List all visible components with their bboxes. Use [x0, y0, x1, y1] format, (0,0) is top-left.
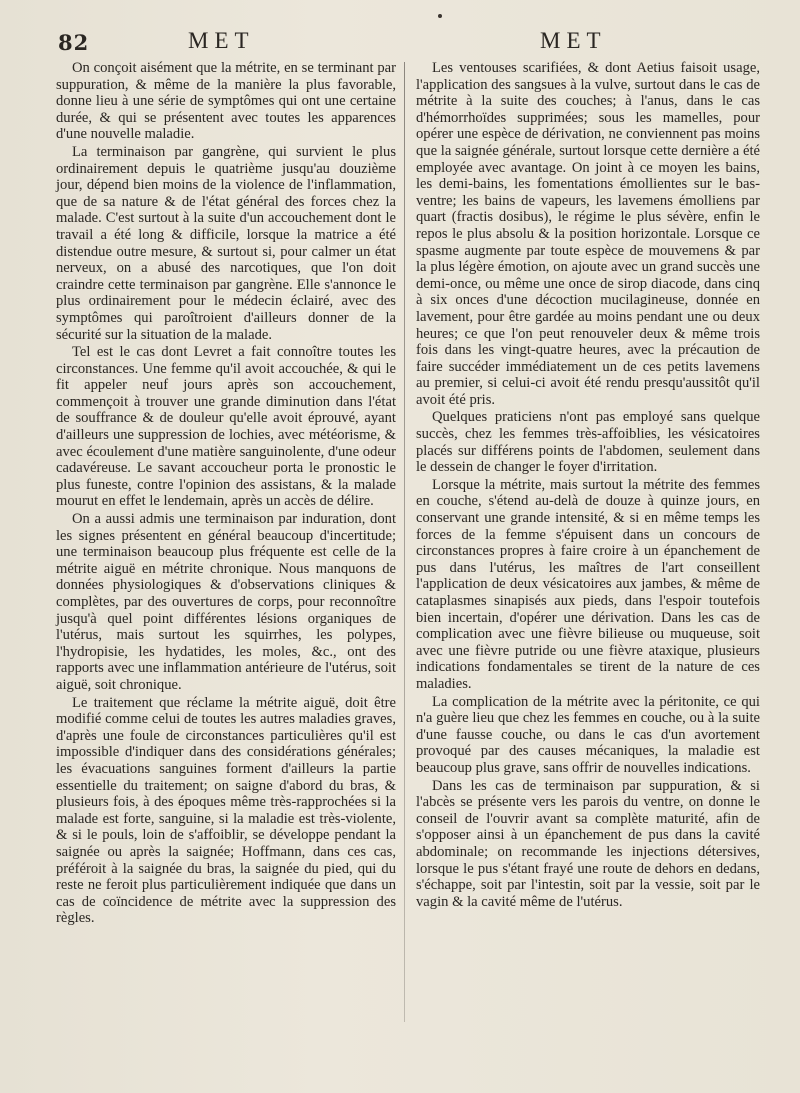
page-number: 82: [58, 30, 90, 55]
paragraph: Les ventouses scarifiées, & dont Aetius faisoit usage, l'application des sangsues à la vulve, surtout dans le cas de métrite à la suite des couches; à l'anus, dans le cas d'hémorrhoïdes supprimées; sous les mamelles, pour opérer une espèce de dérivation, ne conviennent pas moins que la saignée générale, surtout lorsque cette dernière a été employée avec avantage. On joint à ce moyen les bains, les demi-bains, les fomentations émollientes sur le bas-ventre; les bains de vapeurs, les lavemens émolliens par quart (fractis dosibus), le régime le plus sévère, enfin le repos le plus absolu & la position horizontale. Lorsque ce spasme augmente par toute espèce de mouvemens & par la plus légère émotion, on ajoute avec un grand succès une demi-once, ou même une once de sirop diacode, dans cinq à six onces d'une décoction mucilagineuse, donnée en lavement, pour être gardée au moins pendant une ou deux heures; ce que l'on peut renouveler deux & même trois fois dans les vingt-quatre heures, avec la précaution de faire succéder immédiatement un de ces petits lavemens au premier, si celui-ci avoit été rendu presqu'aussitôt qu'il avoit été pris.: [416, 60, 760, 408]
paragraph: La complication de la métrite avec la péritonite, ce qui n'a guère lieu que chez les femmes en couche, ou à la suite d'une fausse couche, ou dans le cas d'un avortement provoqué par des causes mécaniques, la maladie est beaucoup plus grave, sans offrir de nouvelles indications.: [416, 693, 760, 776]
paragraph: Lorsque la métrite, mais surtout la métrite des femmes en couche, s'étend au-delà de douze à quinze jours, en conservant une grande intensité, & si en même temps les forces de la femme s'épuisent dans un concours de circonstances propres à faire croire à un épanchement de pus dans l'utérus, les maîtres de l'art conseillent l'application de deux vésicatoires aux jambes, & même de cataplasmes sinapisés aux pieds, dans l'espoir toutefois bien incertain, d'opérer une dérivation. Dans les cas de complication avec une fièvre bilieuse ou muqueuse, soit avec une fièvre putride ou une fièvre ataxique, plusieurs indications fondamentales se tirent de la nature de ces maladies.: [416, 476, 760, 692]
ink-dot: [438, 14, 442, 18]
paragraph: La terminaison par gangrène, qui survient le plus ordinairement depuis le quatrième jusqu'au douzième jour, dépend bien moins de la violence de l'inflammation, que de sa nature & de l'état général des forces chez la malade. C'est surtout à la suite d'un accouchement dont le travail a été long & difficile, lorsque la matrice a été distendue outre mesure, & surtout si, pour calmer un état nerveux, on a abusé des narcotiques, que l'on doit craindre cette terminaison par gangrène. Elle s'annonce le plus ordinairement pour le médecin éclairé, avec des symptômes qui paroîtroient d'ailleurs donner de la sécurité sur la situation de la malade.: [56, 143, 396, 343]
paragraph: On conçoit aisément que la métrite, en se terminant par suppuration, & même de la manière la plus favorable, donne lieu à une série de symptômes qui ont une certaine durée, & qui se présentent avec toutes les apparences d'une nouvelle maladie.: [56, 60, 396, 143]
paragraph: Tel est le cas dont Levret a fait connoître toutes les circonstances. Une femme qu'il avoit accouchée, & qui le fit appeler neuf jours après son accouchement, commençoit à trouver une grande diminution dans l'état de souffrance & de douleur qu'elle avoit éprouvé, ayant d'ailleurs une suppression de lochies, avec météorisme, & avec écoulement d'une matière sanguinolente, d'une odeur cadavéreuse. Le savant accoucheur porta le pronostic le plus funeste, contre l'opinion des assistans, & la malade mourut en effet le lendemain, après un accès de délire.: [56, 344, 396, 510]
paragraph: Quelques praticiens n'ont pas employé sans quelque succès, chez les femmes très-affoiblies, les vésicatoires placés sur différens points de l'abdomen, seulement dans le dessein de changer le foyer d'irritation.: [416, 409, 760, 476]
left-column: [56, 60, 396, 928]
right-column: [416, 60, 760, 911]
paragraph: On a aussi admis une terminaison par induration, dont les signes présentent en général beaucoup d'incertitude; une terminaison beaucoup plus fréquente est celle de la métrite aiguë en métrite chronique. Nous manquons de données physiologiques & d'observations cliniques & complètes, par des ouvertures de corps, pour reconnoître jusqu'à quel point différentes lésions organiques de l'utérus, mais surtout les squirrhes, les polypes, l'hydropisie, les hydatides, les moles, &c., ont des rapports avec une inflammation antérieure de l'utérus, soit aiguë, soit chronique.: [56, 511, 396, 693]
page-header: [40, 28, 770, 58]
running-head-right: MET: [540, 28, 607, 53]
paragraph: Dans les cas de terminaison par suppuration, & si l'abcès se présente vers les parois du ventre, on donne le conseil de l'ouvrir avant sa complète maturité, afin de s'opposer ainsi à un épanchement de pus dans la cavité abdominale; on recommande les injections détersives, lorsque le pus s'étant frayé une route de dehors en dedans, s'échappe, soit par l'intestin, soit par la vessie, soit par le vagin & la cavité même de l'utérus.: [416, 777, 760, 910]
column-divider: [404, 62, 405, 1022]
paragraph: Le traitement que réclame la métrite aiguë, doit être modifié comme celui de toutes les autres maladies graves, d'après une foule de circonstances particulières qu'il est impossible d'indiquer dans des considérations générales; les évacuations sanguines forment d'ailleurs la partie essentielle du traitement; on saigne d'abord du bras, & plusieurs fois, à des époques même très-rapprochées si la malade est forte, sanguine, si la maladie est très-violente, & si le pouls, loin de s'affoiblir, se développe pendant la saignée ou après la saignée; Hoffmann, dans ces cas, préféroit à la saignée du bras, la saignée du pied, qui du reste ne feroit plus particulièrement indiquée que dans un cas de coïncidence de métrite avec la suppression des règles.: [56, 694, 396, 927]
running-head-left: MET: [188, 28, 255, 53]
